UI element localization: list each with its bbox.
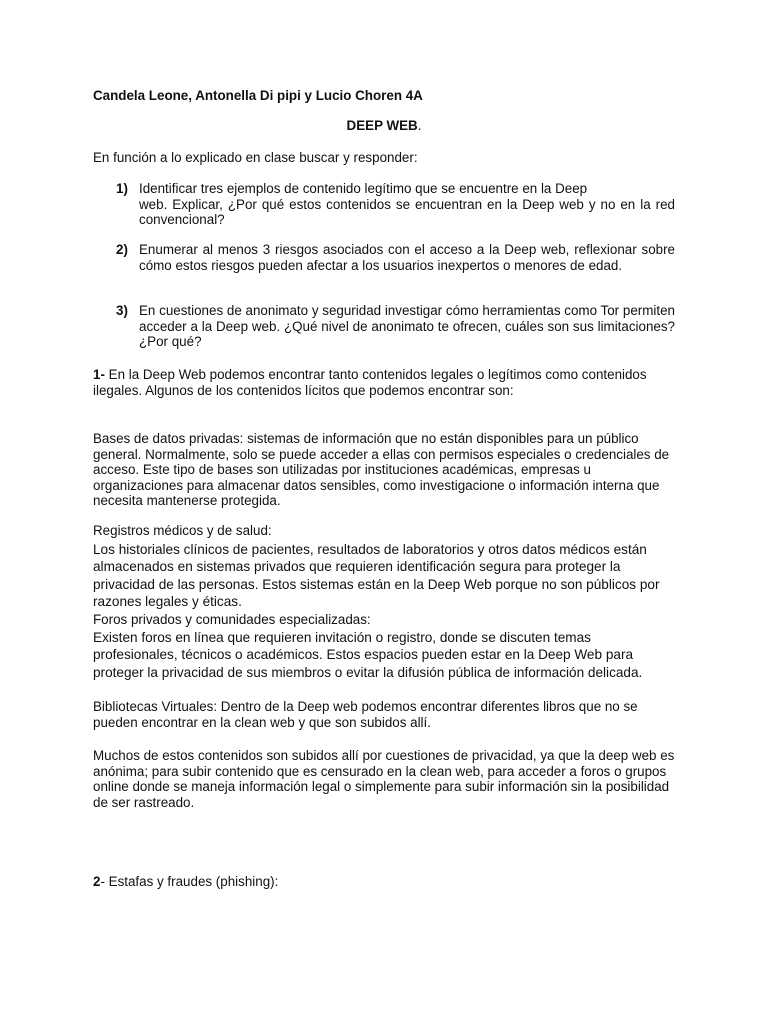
answer-2-heading: [93, 874, 675, 890]
title-text: DEEP WEB: [346, 118, 418, 133]
question-3-number: 3): [116, 303, 128, 318]
conclusion-paragraph: Muchos de estos contenidos son subidos allí por cuestiones de privacidad, ya que la deep web es anónima; para subir contenido que es censurado en la clean web, para acceder a foros o grupos online donde se maneja información legal o simplemente para subir información sin la posibilidad de ser rastreado.: [93, 748, 675, 810]
question-2-text: Enumerar al menos 3 riesgos asociados con el acceso a la Deep web, reflexionar sobre cómo estos riesgos pueden afectar a los usuarios inexpertos o menores de edad.: [139, 242, 675, 273]
foros-paragraph: Existen foros en línea que requieren invitación o registro, donde se discuten temas profesionales, técnicos o académicos. Estos espacios pueden estar en la Deep Web para proteger la privacidad de sus miembros o evitar la difusión pública de información delicada.: [93, 630, 643, 680]
registros-title: Registros médicos y de salud:: [93, 523, 272, 538]
question-3-text: En cuestiones de anonimato y seguridad investigar cómo herramientas como Tor permiten acceder a la Deep web. ¿Qué nivel de anonimato te ofrecen, cuáles son sus limitaciones? ¿Por qué?: [139, 303, 675, 350]
answer-2-text: - Estafas y fraudes (phishing):: [100, 874, 279, 889]
bases-datos-paragraph: Bases de datos privadas: sistemas de información que no están disponibles para un público general. Normalmente, solo se puede acceder a ellas con permisos especiales o credenciales de acceso. Este tipo de bases son utilizadas por instituciones académicas, empresas u organizaciones para almacenar datos sensibles, como investigacione o información interna que necesita mantenerse protegida.: [93, 431, 670, 509]
document-title: [93, 118, 675, 134]
question-1-number: 1): [116, 181, 128, 196]
foros-title: Foros privados y comunidades especializadas:: [93, 612, 371, 627]
answer-1-text: En la Deep Web podemos encontrar tanto contenidos legales o legítimos como contenidos ilegales. Algunos de los contenidos lícitos que podemos encontrar son:: [93, 367, 647, 398]
answer-2-number: 2: [93, 874, 101, 889]
answer-1-number: 1-: [93, 367, 105, 382]
answer-1-paragraph: [93, 367, 675, 398]
bibliotecas-paragraph: Bibliotecas Virtuales: Dentro de la Deep web podemos encontrar diferentes libros que no se pueden encontrar en la clean web y que son subidos allí.: [93, 699, 638, 730]
title-suffix: .: [417, 118, 422, 133]
question-1-line-2: web. Explicar, ¿Por qué estos contenidos se encuentran en la Deep web y no en la red convencional?: [139, 196, 675, 228]
question-2-number: 2): [116, 242, 128, 257]
registros-paragraph: Los historiales clínicos de pacientes, resultados de laboratorios y otros datos médicos están almacenados en sistemas privados que requieren identificación segura para proteger la privacidad de las personas. Estos sistemas están en la Deep Web porque no son públicos por razones legales y éticas.: [93, 542, 660, 610]
question-1-text: [139, 181, 675, 228]
intro-line: En función a lo explicado en clase buscar y responder:: [93, 150, 418, 165]
question-1-line-1: Identificar tres ejemplos de contenido legítimo que se encuentre en la Deep: [139, 181, 588, 196]
authors-line: Candela Leone, Antonella Di pipi y Lucio Choren 4A: [93, 88, 423, 103]
